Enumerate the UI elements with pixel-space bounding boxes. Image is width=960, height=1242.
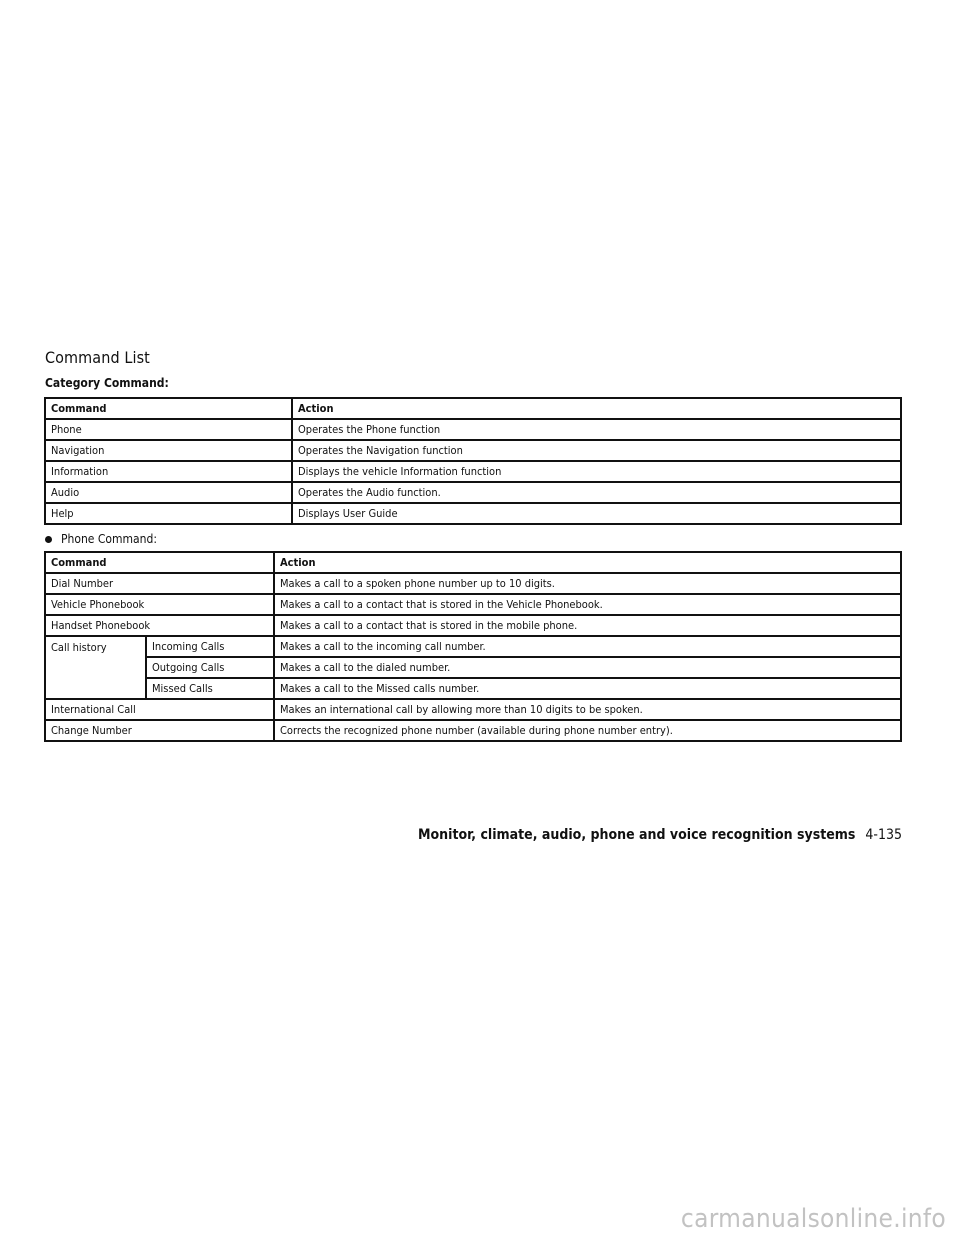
header-action: Action: [292, 398, 901, 419]
command-cell: Dial Number: [45, 573, 274, 594]
page-footer: [418, 827, 902, 843]
action-cell: Makes a call to the Missed calls number.: [274, 678, 901, 699]
category-command-table: [44, 397, 902, 525]
command-cell: Incoming Calls: [146, 636, 274, 657]
table-row: [45, 440, 901, 461]
action-cell: Makes a call to a contact that is stored in the Vehicle Phonebook.: [274, 594, 901, 615]
action-cell: Displays User Guide: [292, 503, 901, 524]
phone-command-title: Phone Command:: [61, 532, 158, 546]
header-command: Command: [45, 552, 274, 573]
phone-command-heading: [45, 532, 157, 546]
table-row: [45, 482, 901, 503]
command-cell: Audio: [45, 482, 292, 503]
action-cell: Makes an international call by allowing more than 10 digits to be spoken.: [274, 699, 901, 720]
table-row: [45, 699, 901, 720]
table-header-row: [45, 398, 901, 419]
group-cell: Call history: [45, 636, 146, 657]
command-cell: International Call: [45, 699, 274, 720]
watermark-link[interactable]: carmanualsonline.info: [680, 1204, 946, 1234]
action-cell: Makes a call to a spoken phone number up to 10 digits.: [274, 573, 901, 594]
command-cell: Vehicle Phonebook: [45, 594, 274, 615]
command-cell: Phone: [45, 419, 292, 440]
command-cell: Outgoing Calls: [146, 657, 274, 678]
command-cell: Change Number: [45, 720, 274, 741]
group-cell: [45, 678, 146, 699]
table-row: [45, 461, 901, 482]
action-cell: Operates the Navigation function: [292, 440, 901, 461]
action-cell: Operates the Phone function: [292, 419, 901, 440]
footer-title: Monitor, climate, audio, phone and voice recognition systems: [417, 827, 856, 843]
header-command: Command: [45, 398, 292, 419]
table-header-row: [45, 552, 901, 573]
action-cell: Operates the Audio function.: [292, 482, 901, 503]
command-cell: Help: [45, 503, 292, 524]
section-title: Command List: [45, 348, 150, 367]
action-cell: Makes a call to the incoming call number.: [274, 636, 901, 657]
command-cell: Information: [45, 461, 292, 482]
bullet-icon: [45, 536, 52, 543]
table-row: [45, 678, 901, 699]
table-row: [45, 720, 901, 741]
header-action: Action: [274, 552, 901, 573]
page-number: 4-135: [865, 827, 902, 843]
table-row: [45, 615, 901, 636]
action-cell: Makes a call to a contact that is stored in the mobile phone.: [274, 615, 901, 636]
group-cell: [45, 657, 146, 678]
action-cell: Displays the vehicle Information function: [292, 461, 901, 482]
command-cell: Missed Calls: [146, 678, 274, 699]
table-row: [45, 594, 901, 615]
table-row: [45, 636, 901, 657]
table-row: [45, 573, 901, 594]
table-row: [45, 503, 901, 524]
action-cell: Corrects the recognized phone number (available during phone number entry).: [274, 720, 901, 741]
command-cell: Navigation: [45, 440, 292, 461]
command-cell: Handset Phonebook: [45, 615, 274, 636]
phone-command-table: [44, 551, 902, 742]
table-row: [45, 657, 901, 678]
table-row: [45, 419, 901, 440]
action-cell: Makes a call to the dialed number.: [274, 657, 901, 678]
category-command-title: Category Command:: [45, 376, 169, 390]
